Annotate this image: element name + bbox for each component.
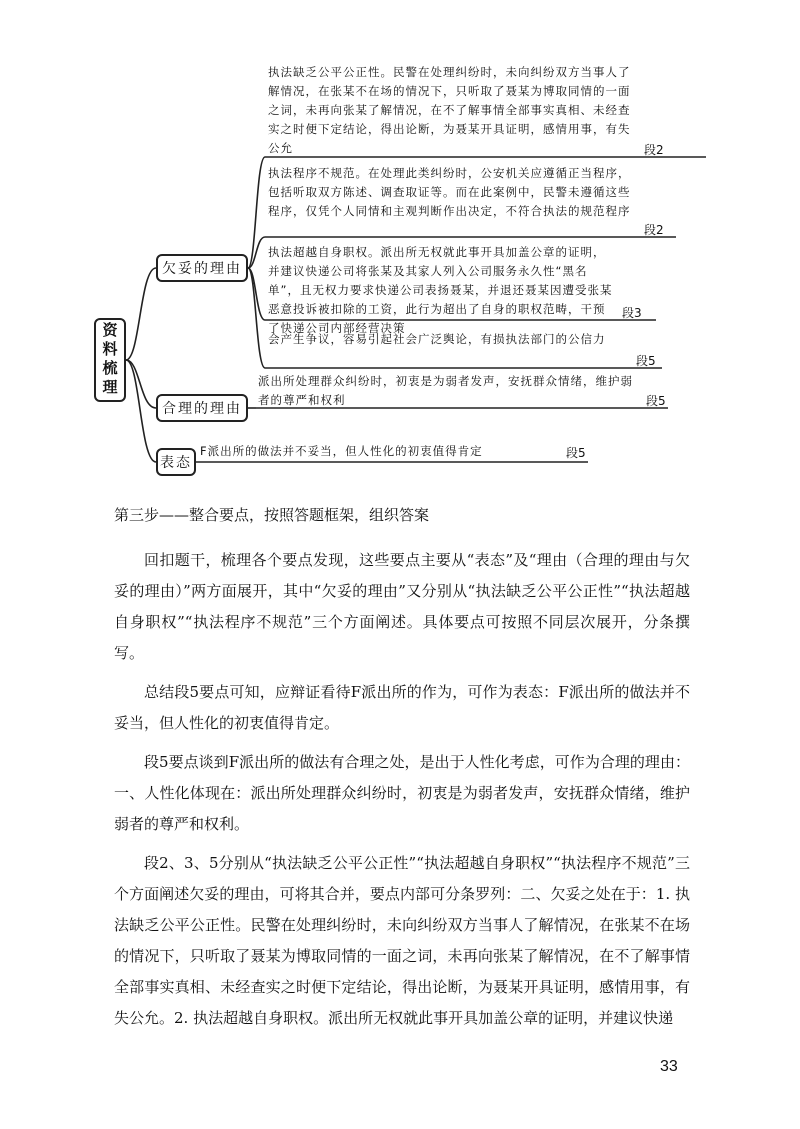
paragraph: 总结段5要点可知，应辩证看待F派出所的作为，可作为表态：F派出所的做法并不妥当，但人性化的初衷值得肯定。 [114,683,690,732]
mind-map-root: 资料梳理 [94,318,126,402]
branch-unreasonable: 欠妥的理由 [156,254,248,282]
leaf-stance: F派出所的做法并不妥当，但人性化的初衷值得肯定 [200,444,483,458]
segment-label: 段2 [644,143,664,157]
segment-label: 段2 [644,223,664,237]
segment-label: 段5 [646,394,666,408]
paragraph: 段2、3、5分别从“执法缺乏公平公正性”“执法超越自身职权”“执法程序不规范”三个方面阐述欠妥的理由，可将其合并，要点内部可分条罗列：二、欠妥之处在于：1. 执法缺乏公平公正性。民警在处理纠纷时，未向纠纷双方当事人了解情况，在张某不在场的情况下，只听取了聂某为博取同情的一面之词，未再向张某了解情况，在不了解事情全部事实真相、未经查实之时便下定结论，得出论断，为聂某开具证明，感情用事，有失公允。2. 执法超越自身职权。派出所无权就此事开具加盖公章的证明，并建议快递 [114,854,690,1027]
segment-label: 段5 [566,446,586,460]
branch-reasonable: 合理的理由 [156,394,248,422]
answer-explanation [114,500,690,1042]
leaf-reasonable-intent: 派出所处理群众纠纷时，初衷是为弱者发声，安抚群众情绪，维护弱者的尊严和权利 [258,374,633,407]
leaf-unfair-enforcement: 执法缺乏公平公正性。民警在处理纠纷时，未向纠纷双方当事人了解情况，在张某不在场的情况下，只听取了聂某为博取同情的一面之词，未再向张某了解情况，在不了解事情全部事实真相、未经查实之时便下定结论，得出论断，为聂某开具证明，感情用事，有失公允 [268,65,631,155]
leaf-exceed-authority: 执法超越自身职权。派出所无权就此事开具加盖公章的证明，并建议快递公司将张某及其家人列入公司服务永久性“黑名单”，且无权力要求快递公司表扬聂某，并退还聂某因遭受张某恶意投诉被扣除的工资，此行为超出了自身的职权范畴，干预了快递公司内部经营决策 [268,245,613,335]
segment-label: 段3 [622,306,642,320]
paragraph: 回扣题干，梳理各个要点发现，这些要点主要从“表态”及“理由（合理的理由与欠妥的理由）”两方面展开，其中“欠妥的理由”又分别从“执法缺乏公平公正性”“执法超越自身职权”“执法程序不规范”三个方面阐述。具体要点可按照不同层次展开，分条撰写。 [114,551,690,662]
step-heading: 第三步——整合要点，按照答题框架，组织答案 [114,506,430,524]
page-number: 33 [660,1058,678,1075]
mind-map [0,0,800,480]
paragraph: 段5要点谈到F派出所的做法有合理之处，是出于人性化考虑，可作为合理的理由：一、人性化体现在：派出所处理群众纠纷时，初衷是为弱者发声，安抚群众情绪，维护弱者的尊严和权利。 [114,753,690,833]
leaf-irregular-procedure: 执法程序不规范。在处理此类纠纷时，公安机关应遵循正当程序，包括听取双方陈述、调查取证等。而在此案例中，民警未遵循这些程序，仅凭个人同情和主观判断作出决定，不符合执法的规范程序 [268,166,631,218]
branch-stance: 表态 [156,448,196,476]
leaf-controversy: 会产生争议，容易引起社会广泛舆论，有损执法部门的公信力 [268,332,606,346]
segment-label: 段5 [636,354,656,368]
